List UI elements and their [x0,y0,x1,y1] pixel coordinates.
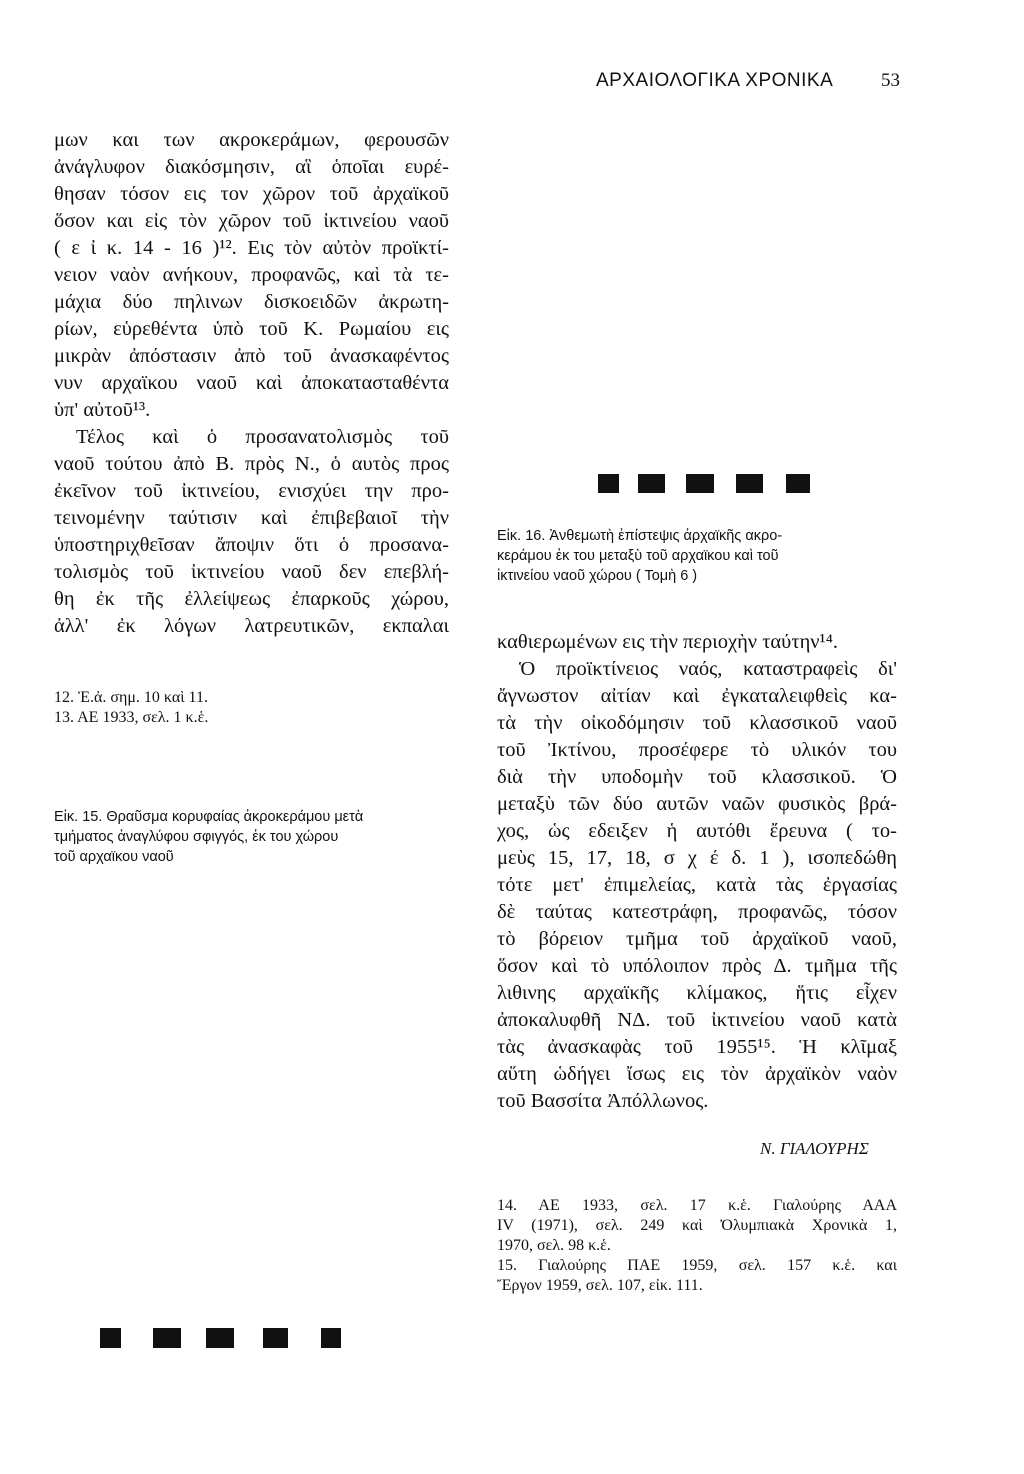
caption-line: τοῦ αρχαϊκου ναοῦ [54,849,174,865]
text-line: διὰ τὴν υποδομὴν τοῦ κλασσικοῦ. Ὁ [497,766,897,788]
caption-line: κεράμου ἐκ του μεταξὺ τοῦ αρχαϊκου καὶ τοῦ [497,548,779,564]
caption-line: Εἰκ. 16. Ἀνθεμωτὴ ἐπίστεψις ἀρχαϊκῆς ακρο- [497,528,783,544]
text-line: ὑπ' αὐτοῦ¹³. [54,399,151,421]
marker-square [786,474,810,493]
marker-square [321,1328,341,1348]
text-line: μάχια δύο πηλινων δισκοειδῶν ἀκρωτη- [54,291,449,313]
text-line: μεταξὺ τῶν δύο αυτῶν ναῶν φυσικὸς βρά- [497,793,897,815]
text-line: τὸ βόρειον τμῆμα τοῦ ἀρχαϊκοῦ ναοῦ, [497,928,897,950]
text-line: ὅσον καὶ τὸ υπόλοιπον πρὸς Δ. τμῆμα τῆς [497,955,897,977]
journal-title: ΑΡΧΑΙΟΛΟΓΙΚΑ ΧΡΟΝΙΚΑ [596,70,834,91]
text-line: θησαν τόσον εις τον χῶρον τοῦ ἀρχαϊκοῦ [54,183,449,205]
marker-square [206,1328,234,1348]
footnotes-left [54,688,208,728]
text-line: ἀλλ' ἐκ λόγων λατρευτικῶν, εκπαλαι [54,615,449,637]
marker-square [598,474,619,493]
text-line: θη ἐκ τῆς ἐλλείψεως ἐπαρκοῦς χώρου, [54,588,449,610]
text-line: χος, ὡς εδειξεν ἡ αυτόθι ἔρευνα ( το- [497,820,897,842]
text-line: ὅσον και εἰς τὸν χῶρον τοῦ ἰκτινείου ναοῦ [54,210,449,232]
text-line: τοῦ Ἰκτίνου, προσέφερε τὸ υλικόν του [497,739,897,761]
text-line: νυν αρχαϊκου ναοῦ καὶ ἀποκατασταθέντα [54,372,449,394]
figure-16-caption [497,526,897,586]
marker-square [686,474,714,493]
text-line: λιθινης αρχαϊκῆς κλίμακος, ἥτις εἶχεν [497,982,897,1004]
figure-15-caption [54,807,454,867]
author-signature: Ν. ΓΙΑΛΟΥΡΗΣ [760,1139,869,1158]
footnote: Ἔργον 1959, σελ. 107, εἰκ. 111. [497,1277,703,1294]
text-line: ναοῦ τούτου ἀπὸ Β. πρὸς Ν., ὁ αυτὸς προς [54,453,449,475]
text-line: ἐκεῖνον τοῦ ἰκτινείου, ενισχύει την προ- [54,480,449,502]
page-number: 53 [881,70,900,91]
caption-line: ἰκτινείου ναοῦ χώρου ( Τομὴ 6 ) [497,568,698,584]
footnote: 1970, σελ. 98 κ.ἑ. [497,1237,611,1254]
text-line: Τέλος καὶ ὁ προσανατολισμὸς τοῦ [76,426,449,448]
text-line: αὕτη ὡδήγει ἴσως εις τὸν ἀρχαϊκὸν ναὸν [497,1063,897,1085]
text-line: μεὺς 15, 17, 18, σ χ έ δ. 1 ), ισοπεδώθη [497,847,897,869]
footnote: IV (1971), σελ. 249 καὶ Ὀλυμπιακὰ Χρονικὰ 1, [497,1217,897,1234]
text-line: μικρὰν ἀπόστασιν ἀπὸ τοῦ ἀνασκαφέντος [54,345,449,367]
text-line: τοῦ Βασσίτα Ἀπόλλωνος. [497,1090,709,1112]
text-line: Ὁ προϊκτίνειος ναός, καταστραφεὶς δι' [519,658,897,680]
text-line: τότε μετ' ἐπιμελείας, κατὰ τὰς ἐργασίας [497,874,897,896]
footnote: 14. ΑΕ 1933, σελ. 17 κ.ἑ. Γιαλούρης ΑΑΑ [497,1197,897,1214]
text-line: νειον ναὸν ανήκουν, προφανῶς, καὶ τὰ τε- [54,264,449,286]
running-header [560,70,900,96]
figure-16-marker [598,474,810,493]
marker-square [153,1328,181,1348]
footnote: 13. ΑΕ 1933, σελ. 1 κ.ἑ. [54,709,209,726]
footnotes-right [497,1196,897,1296]
text-line: τεινομένην ταύτισιν καὶ ἐπιβεβαιοῖ τὴν [54,507,449,529]
text-line: ἀνάγλυφον διακόσμησιν, αἳ ὁποῖαι ευρέ- [54,156,449,178]
caption-line: τμήματος ἀναγλύφου σφιγγός, ἐκ του χώρου [54,829,339,845]
marker-square [100,1328,121,1348]
text-line: ( ε ἰ κ. 14 - 16 )¹². Εις τὸν αὐτὸν προϊκτί- [54,237,449,259]
text-line: τὰς ἀνασκαφὰς τοῦ 1955¹⁵. Ἡ κλῖμαξ [497,1036,897,1058]
marker-square [263,1328,288,1348]
left-column-text [54,127,449,640]
right-column-text [497,629,897,1115]
text-line: τολισμὸς τοῦ ἰκτινείου ναοῦ δεν επεβλή- [54,561,449,583]
text-line: δὲ ταύτας κατεστράφη, προφανῶς, τόσον [497,901,897,923]
text-line: ρίων, εὑρεθέντα ὑπὸ τοῦ Κ. Ρωμαίου εις [54,318,449,340]
marker-square [638,474,665,493]
text-line: μων και των ακροκεράμων, φερουσῶν [54,129,449,151]
text-line: ἀποκαλυφθῆ ΝΔ. τοῦ ἰκτινείου ναοῦ κατὰ [497,1009,897,1031]
footnote: 15. Γιαλούρης ΠΑΕ 1959, σελ. 157 κ.ἑ. και [497,1257,897,1274]
caption-line: Εἰκ. 15. Θραῦσμα κορυφαίας ἀκροκεράμου μετὰ [54,809,364,825]
text-line: καθιερωμένων εις τὴν περιοχὴν ταύτην¹⁴. [497,631,838,653]
figure-15-marker [100,1328,341,1348]
text-line: ὑποστηριχθεῖσαν ἄποψιν ὅτι ὁ προσανα- [54,534,449,556]
text-line: τὰ τὴν οἰκοδόμησιν τοῦ κλασσικοῦ ναοῦ [497,712,897,734]
text-line: ἄγνωστον αἰτίαν καὶ ἐγκαταλειφθεὶς κα- [497,685,897,707]
footnote: 12. Ἐ.ἀ. σημ. 10 καὶ 11. [54,689,208,706]
marker-square [736,474,763,493]
